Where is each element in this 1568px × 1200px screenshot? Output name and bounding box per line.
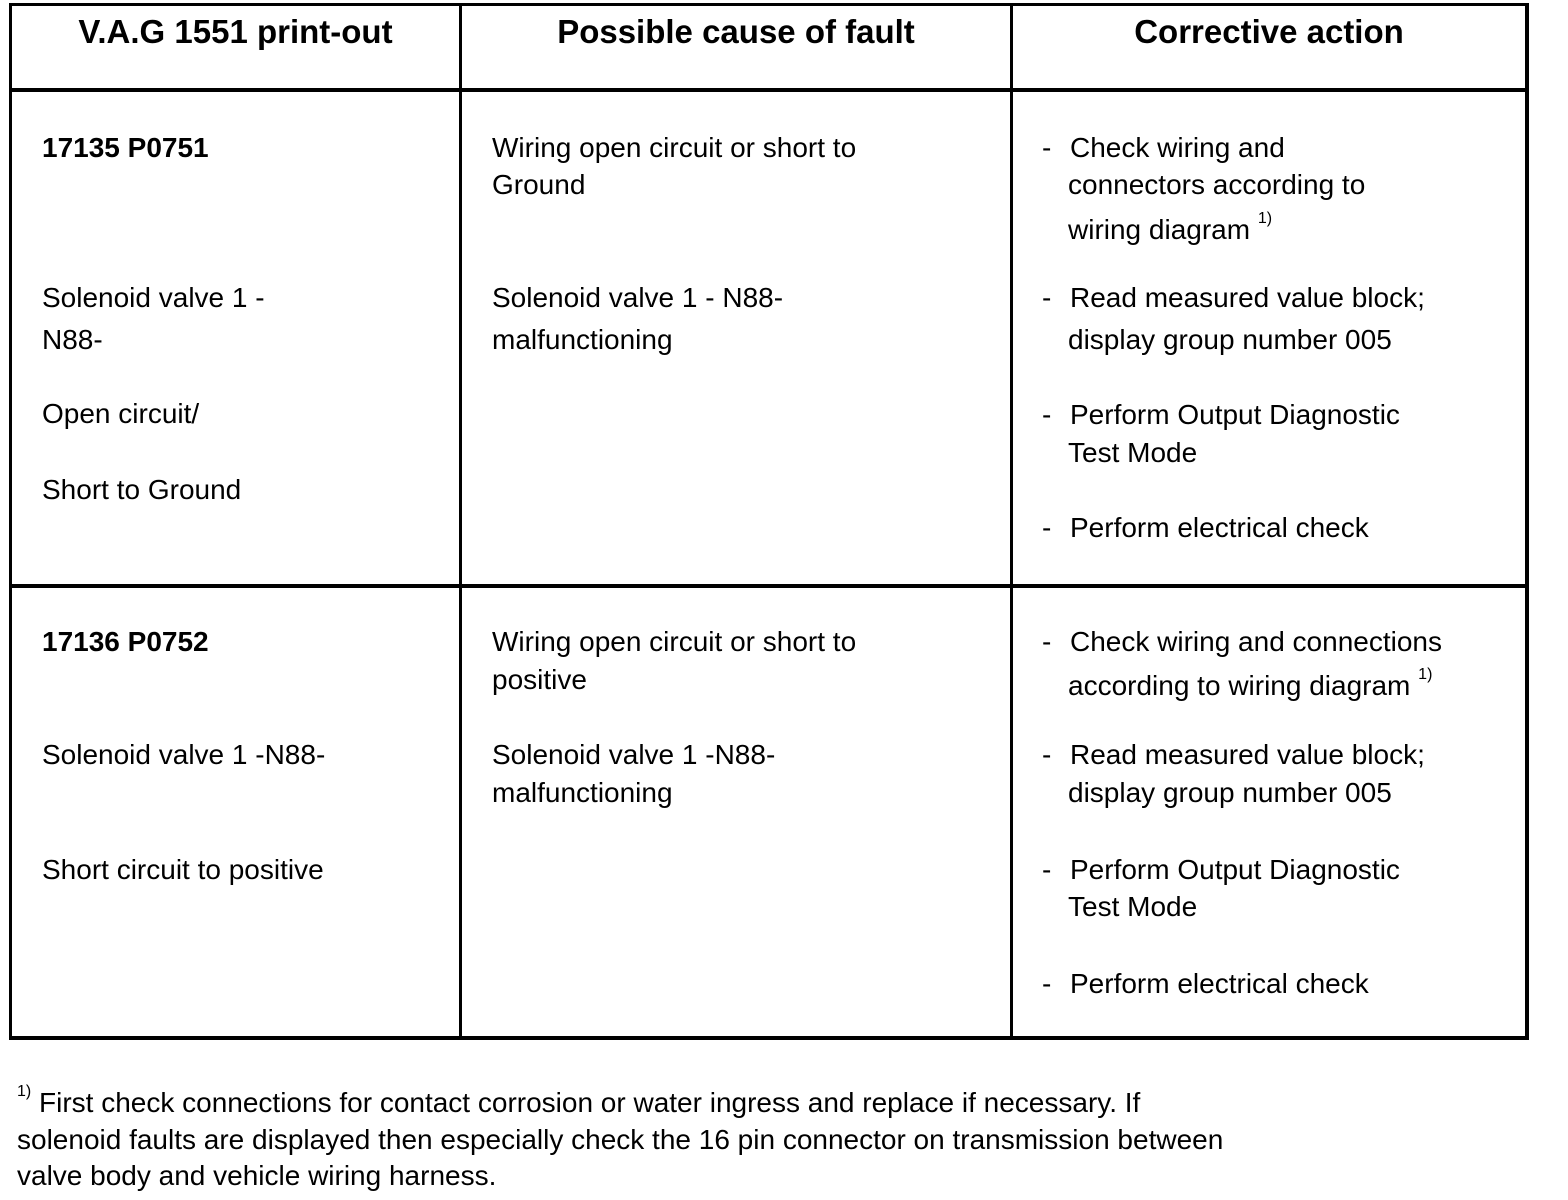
action-line: Check wiring and connections — [1070, 626, 1442, 657]
fault-code: 17136 P0752 — [42, 626, 209, 657]
bullet: - — [1042, 132, 1052, 163]
action-line: Test Mode — [1068, 437, 1198, 468]
action-line: Read measured value block; — [1070, 739, 1425, 770]
action-line — [1068, 666, 1433, 703]
column-divider-2 — [1010, 3, 1013, 1040]
footnote-line — [17, 1083, 1141, 1120]
table-border-bottom — [9, 1036, 1529, 1040]
table-border-right — [1525, 3, 1529, 1040]
action-line: Read measured value block; — [1070, 282, 1425, 313]
bullet: - — [1042, 739, 1052, 770]
printout-line: N88- — [42, 324, 103, 355]
column-divider-1 — [459, 3, 462, 1040]
printout-line: Open circuit/ — [42, 398, 200, 429]
footnote-line: solenoid faults are displayed then especially check the 16 pin connector on transmission between — [17, 1124, 1224, 1155]
header-action: Corrective action — [1134, 13, 1404, 50]
table-border-left — [9, 3, 12, 1040]
action-line — [1068, 210, 1273, 247]
cause-line: Wiring open circuit or short to — [492, 626, 857, 657]
action-text: according to wiring diagram — [1068, 670, 1411, 701]
footnote-text: First check connections for contact corrosion or water ingress and replace if necessary. If — [39, 1087, 1141, 1118]
action-line: display group number 005 — [1068, 777, 1392, 808]
action-line: Perform Output Diagnostic — [1070, 854, 1400, 885]
cause-line: Solenoid valve 1 - N88- — [492, 282, 784, 313]
action-line: Test Mode — [1068, 891, 1198, 922]
action-line: Perform electrical check — [1070, 968, 1369, 999]
bullet: - — [1042, 512, 1052, 543]
cause-line: malfunctioning — [492, 324, 673, 355]
bullet: - — [1042, 854, 1052, 885]
cause-line: Wiring open circuit or short to — [492, 132, 857, 163]
cause-line: positive — [492, 664, 587, 695]
table-border-top — [9, 3, 1529, 6]
action-line: connectors according to — [1068, 169, 1366, 200]
fault-code: 17135 P0751 — [42, 132, 209, 163]
bullet: - — [1042, 282, 1052, 313]
footnote-line: valve body and vehicle wiring harness. — [17, 1160, 497, 1191]
bullet: - — [1042, 968, 1052, 999]
cause-line: malfunctioning — [492, 777, 673, 808]
header-cause: Possible cause of fault — [557, 13, 915, 50]
action-line: Check wiring and — [1070, 132, 1285, 163]
footnote-ref: 1) — [1257, 210, 1273, 227]
action-text: wiring diagram — [1068, 214, 1251, 245]
row-divider — [9, 584, 1529, 588]
action-line: Perform Output Diagnostic — [1070, 399, 1400, 430]
header-divider — [9, 88, 1529, 92]
printout-line: Short to Ground — [42, 474, 242, 505]
action-line: display group number 005 — [1068, 324, 1392, 355]
bullet: - — [1042, 626, 1052, 657]
header-printout: V.A.G 1551 print-out — [78, 13, 393, 50]
bullet: - — [1042, 399, 1052, 430]
action-line: Perform electrical check — [1070, 512, 1369, 543]
cause-line: Ground — [492, 169, 586, 200]
printout-line: Solenoid valve 1 - — [42, 282, 265, 313]
printout-line: Solenoid valve 1 -N88- — [42, 739, 326, 770]
footnote-marker: 1) — [17, 1083, 32, 1100]
footnote-ref: 1) — [1418, 666, 1433, 683]
cause-line: Solenoid valve 1 -N88- — [492, 739, 776, 770]
printout-line: Short circuit to positive — [42, 854, 324, 885]
